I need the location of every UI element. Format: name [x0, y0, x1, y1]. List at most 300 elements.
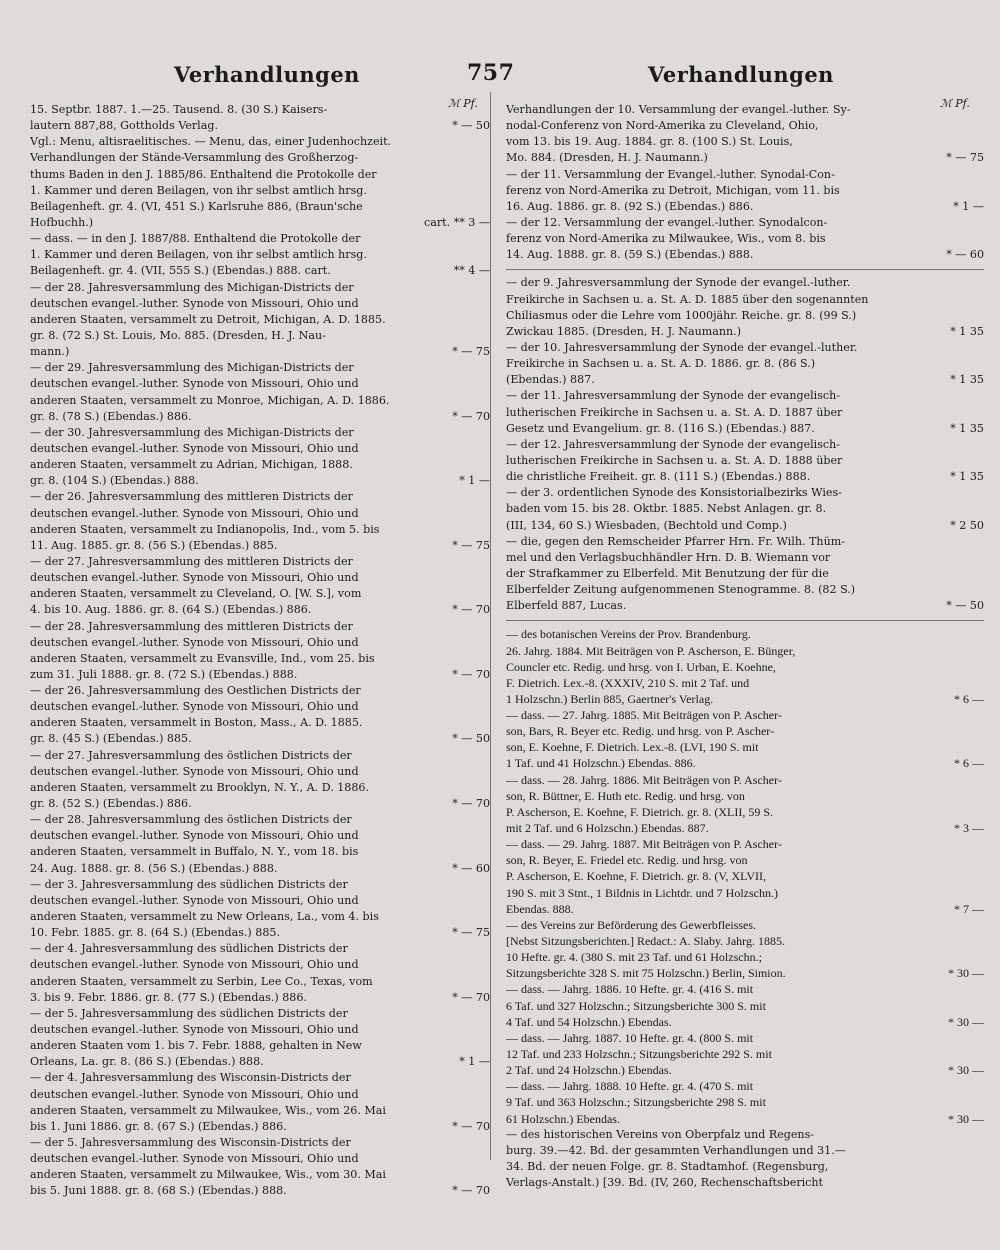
entry-text: — der 4. Jahresversammlung des südlichen Districts der: [30, 942, 348, 956]
entry-price: * 1 35: [950, 324, 984, 338]
entry-text: anderen Staaten, versammelt zu Detroit, Michigan, A. D. 1885.: [30, 312, 386, 326]
section-rule: [506, 269, 984, 270]
entry-text: Freikirche in Sachsen u. a. St. A. D. 1886. gr. 8. (86 S.): [506, 357, 816, 371]
entry-line: [506, 917, 984, 933]
entry-price: * — 75: [452, 538, 490, 552]
entry-line: [30, 1151, 490, 1167]
entry-text: 2 Taf. und 24 Holzschn.) Ebendas.: [506, 1063, 672, 1078]
entry-text: 10 Hefte. gr. 4. (380 S. mit 23 Taf. und 61 Holzschn.;: [506, 950, 762, 965]
entry-text: — der 26. Jahresversammlung des Oestlichen Districts der: [30, 684, 361, 698]
entry-text: — der 26. Jahresversammlung des mittleren Districts der: [30, 490, 353, 504]
entry-line: [506, 501, 984, 517]
entry-line: [30, 376, 490, 392]
entry-line: [506, 723, 984, 739]
entry-line: [506, 550, 984, 566]
entry-text: deutschen evangel.-luther. Synode von Missouri, Ohio und: [30, 296, 359, 310]
entry-price: * — 75: [946, 151, 984, 165]
entry-text: die christliche Freiheit. gr. 8. (111 S.) (Ebendas.) 888.: [506, 470, 811, 484]
entry-line: [30, 893, 490, 909]
entry-line: [506, 534, 984, 550]
entry-text: — der 30. Jahresversammlung des Michigan-Districts der: [30, 425, 354, 439]
entry-line: [30, 247, 490, 263]
entry-text: mel und den Verlagsbuchhändler Hrn. D. B. Wiemann vor: [506, 550, 831, 564]
entry-text: [Nebst Sitzungsberichten.] Redact.: A. Slaby. Jahrg. 1885.: [506, 934, 785, 949]
entry-price: * 2 50: [950, 518, 984, 532]
entry-line: [506, 275, 984, 291]
entry-price: * — 60: [452, 861, 490, 875]
entry-line: [30, 118, 490, 134]
entry-price: * 30 —: [948, 1014, 984, 1029]
entry-text: anderen Staaten, versammelt zu Evansville, Ind., vom 25. bis: [30, 651, 375, 665]
entry-price: * 1 35: [950, 373, 984, 387]
catalog-entry: [506, 626, 984, 707]
entry-text: mit 2 Taf. und 6 Holzschn.) Ebendas. 887.: [506, 821, 709, 836]
entry-line: [506, 1046, 984, 1062]
entry-line: [30, 1183, 490, 1199]
entry-text: son, R. Beyer, E. Friedel etc. Redig. und hrsg. von: [506, 853, 748, 868]
entry-text: 1 Taf. und 41 Holzschn.) Ebendas. 886.: [506, 756, 696, 771]
entry-text: Mo. 884. (Dresden, H. J. Naumann.): [506, 151, 708, 165]
catalog-entry: [506, 534, 984, 615]
catalog-entry: [506, 167, 984, 215]
entry-line: [506, 324, 984, 340]
entry-line: [30, 796, 490, 812]
entry-price: * 30 —: [948, 1063, 984, 1078]
entry-text: — der 9. Jahresversammlung der Synode der evangel.-luther.: [506, 276, 851, 290]
entry-price: * 1 —: [953, 199, 984, 213]
entry-line: [30, 457, 490, 473]
entry-line: [30, 102, 490, 118]
entry-text: lautern 887,88, Gottholds Verlag.: [30, 119, 218, 133]
entry-text: — der 5. Jahresversammlung des südlichen Districts der: [30, 1006, 348, 1020]
entry-text: — der 4. Jahresversammlung des Wisconsin-Districts der: [30, 1071, 351, 1085]
entry-line: [506, 981, 984, 997]
entry-text: — der 10. Jahresversammlung der Synode der evangel.-luther.: [506, 340, 858, 354]
entry-text: 14. Aug. 1888. gr. 8. (59 S.) (Ebendas.) 888.: [506, 248, 754, 262]
entry-price: * — 70: [452, 1184, 490, 1198]
entry-price: * 1 35: [950, 421, 984, 435]
entry-line: [506, 215, 984, 231]
entry-line: [30, 489, 490, 505]
right-column: [506, 102, 984, 1250]
entry-line: [30, 1135, 490, 1151]
entry-text: 190 S. mit 3 Stnt., 1 Bildnis in Lichtdr. und 7 Holzschn.): [506, 885, 779, 900]
entry-text: Verlags-Anstalt.) [39. Bd. (IV, 260, Rechenschaftsbericht: [506, 1176, 823, 1190]
entry-line: [30, 635, 490, 651]
entry-price: * 30 —: [948, 1111, 984, 1126]
entry-line: [506, 788, 984, 804]
entry-line: [506, 965, 984, 981]
entry-text: P. Ascherson, E. Koehne, F. Dietrich. gr. 8. (XLII, 59 S.: [506, 804, 774, 819]
entry-text: anderen Staaten, versammelt zu Adrian, Michigan, 1888.: [30, 458, 353, 472]
entry-text: Verhandlungen der Stände-Versammlung des Großherzog-: [30, 151, 359, 165]
entry-text: — der 5. Jahresversammlung des Wisconsin-Districts der: [30, 1136, 351, 1149]
entry-line: [30, 1070, 490, 1086]
entry-text: Sitzungsberichte 328 S. mit 75 Holzschn.) Berlin, Simion.: [506, 966, 786, 981]
entry-text: 26. Jahrg. 1884. Mit Beiträgen von P. Ascherson, E. Bünger,: [506, 643, 796, 658]
catalog-entry: [506, 772, 984, 837]
entry-text: — des historischen Vereins von Oberpfalz und Regens-: [506, 1127, 815, 1141]
entry-line: [30, 764, 490, 780]
entry-text: deutschen evangel.-luther. Synode von Missouri, Ohio und: [30, 377, 359, 391]
entry-line: [30, 861, 490, 877]
left-column: [30, 102, 490, 1250]
catalog-entry: [30, 619, 490, 684]
catalog-entry: [30, 683, 490, 748]
catalog-entry: [30, 748, 490, 813]
entry-line: [30, 909, 490, 925]
catalog-entry: [506, 485, 984, 533]
entry-line: [506, 755, 984, 771]
entry-text: deutschen evangel.-luther. Synode von Missouri, Ohio und: [30, 1087, 359, 1101]
column-divider: [490, 92, 491, 1160]
entry-line: [506, 901, 984, 917]
entry-line: [30, 974, 490, 990]
entry-text: — der 28. Jahresversammlung des östlichen Districts der: [30, 813, 352, 827]
entry-line: [30, 263, 490, 279]
entry-line: [30, 554, 490, 570]
entry-line: [30, 990, 490, 1006]
entry-text: der Strafkammer zu Elberfeld. Mit Benutzung der für die: [506, 566, 829, 580]
entry-line: [506, 598, 984, 614]
entry-text: Verhandlungen der 10. Versammlung der evangel.-luther. Sy-: [506, 103, 851, 116]
entry-text: — der 27. Jahresversammlung des mittleren Districts der: [30, 554, 353, 568]
catalog-entry: [30, 231, 490, 279]
catalog-entry: [30, 280, 490, 361]
entry-line: [30, 748, 490, 764]
entry-line: [30, 828, 490, 844]
entry-text: anderen Staaten, versammelt zu Indianopolis, Ind., vom 5. bis: [30, 522, 380, 536]
catalog-entry: [30, 360, 490, 425]
entry-line: [30, 1022, 490, 1038]
entry-line: [506, 421, 984, 437]
entry-text: Elberfelder Zeitung aufgenommenen Stenogramme. 8. (82 S.): [506, 583, 856, 597]
entry-line: [506, 566, 984, 582]
entry-text: bis 5. Juni 1888. gr. 8. (68 S.) (Ebendas.) 888.: [30, 1184, 287, 1198]
entry-line: [506, 405, 984, 421]
entry-line: [506, 292, 984, 308]
entry-text: — die, gegen den Remscheider Pfarrer Hrn. Fr. Wilh. Thüm-: [506, 534, 845, 548]
entry-line: [506, 804, 984, 820]
entry-line: [30, 699, 490, 715]
entry-text: F. Dietrich. Lex.-8. (XXXIV, 210 S. mit 2 Taf. und: [506, 675, 750, 690]
entry-price: * — 75: [452, 926, 490, 940]
entry-line: [506, 231, 984, 247]
entry-line: [506, 199, 984, 215]
entry-price: * 1 —: [459, 1055, 490, 1069]
entry-price: * — 75: [452, 345, 490, 359]
entry-line: [30, 312, 490, 328]
entry-text: 9 Taf. und 363 Holzschn.; Sitzungsberichte 298 S. mit: [506, 1095, 766, 1110]
entry-price: * — 50: [452, 119, 490, 133]
entry-text: (Ebendas.) 887.: [506, 373, 595, 387]
entry-text: 4. bis 10. Aug. 1886. gr. 8. (64 S.) (Ebendas.) 886.: [30, 603, 312, 617]
entry-line: [506, 183, 984, 199]
catalog-entry: [30, 1070, 490, 1135]
page-number: 757: [467, 60, 515, 86]
entry-line: [30, 602, 490, 618]
entry-line: [30, 731, 490, 747]
entry-text: son, E. Koehne, F. Dietrich. Lex.-8. (LVI, 190 S. mit: [506, 740, 759, 755]
catalog-entry: [30, 489, 490, 554]
entry-text: ferenz von Nord-Amerika zu Milwaukee, Wis., vom 8. bis: [506, 232, 826, 246]
entry-line: [30, 667, 490, 683]
entry-price: * — 50: [452, 732, 490, 746]
currency-label-left: ℳ Pf.: [448, 97, 478, 110]
entry-text: — der 29. Jahresversammlung des Michigan-Districts der: [30, 361, 354, 375]
entry-text: — dass. — in den J. 1887/88. Enthaltend die Protokolle der: [30, 232, 361, 246]
entry-text: anderen Staaten, versammelt in Boston, Mass., A. D. 1885.: [30, 716, 363, 730]
entry-price: cart. ** 3 —: [424, 215, 490, 229]
entry-line: [30, 1103, 490, 1119]
entry-text: — der 12. Jahresversammlung der Synode der evangelisch-: [506, 437, 841, 451]
entry-text: gr. 8. (104 S.) (Ebendas.) 888.: [30, 474, 199, 488]
entry-line: [30, 296, 490, 312]
entry-line: [506, 1143, 984, 1159]
running-head-left: Verhandlungen: [174, 62, 360, 87]
entry-line: [30, 877, 490, 893]
entry-text: son, Bars, R. Beyer etc. Redig. und hrsg. von P. Ascher-: [506, 724, 775, 739]
entry-text: 3. bis 9. Febr. 1886. gr. 8. (77 S.) (Ebendas.) 886.: [30, 990, 307, 1004]
entry-line: [30, 1119, 490, 1135]
entry-text: anderen Staaten, versammelt zu Monroe, Michigan, A. D. 1886.: [30, 393, 390, 407]
entry-text: son, R. Büttner, E. Huth etc. Redig. und hrsg. von: [506, 788, 745, 803]
entry-text: Beilagenheft. gr. 4. (VI, 451 S.) Karlsruhe 886, (Braun'sche: [30, 199, 363, 213]
entry-price: * 30 —: [948, 966, 984, 981]
entry-line: [30, 812, 490, 828]
entry-text: anderen Staaten, versammelt zu Milwaukee, Wis., vom 26. Mai: [30, 1103, 386, 1117]
entry-line: [30, 1006, 490, 1022]
entry-text: Freikirche in Sachsen u. a. St. A. D. 1885 über den sogenannten: [506, 292, 869, 306]
entry-text: Councler etc. Redig. und hrsg. von I. Urban, E. Koehne,: [506, 659, 776, 674]
entry-text: deutschen evangel.-luther. Synode von Missouri, Ohio und: [30, 571, 359, 585]
entry-text: — dass. — Jahrg. 1888. 10 Hefte. gr. 4. (470 S. mit: [506, 1079, 754, 1094]
entry-line: [30, 538, 490, 554]
entry-price: * — 70: [452, 990, 490, 1004]
catalog-entry: [506, 437, 984, 485]
entry-text: anderen Staaten, versammelt zu Serbin, Lee Co., Texas, vom: [30, 974, 373, 988]
entry-text: lutherischen Freikirche in Sachsen u. a. St. A. D. 1888 über: [506, 453, 843, 467]
entry-text: — des Vereins zur Beförderung des Gewerbfleisses.: [506, 917, 757, 932]
entry-price: * — 70: [452, 1119, 490, 1133]
entry-text: Ebendas. 888.: [506, 901, 574, 916]
entry-text: Gesetz und Evangelium. gr. 8. (116 S.) (Ebendas.) 887.: [506, 421, 815, 435]
entry-text: nodal-Conferenz von Nord-Amerika zu Cleveland, Ohio,: [506, 119, 819, 133]
entry-line: [506, 485, 984, 501]
entry-text: Elberfeld 887, Lucas.: [506, 599, 627, 613]
entry-text: Chiliasmus oder die Lehre vom 1000jähr. Reiche. gr. 8. (99 S.): [506, 308, 857, 322]
entry-line: [30, 570, 490, 586]
entry-line: [30, 522, 490, 538]
entry-line: [30, 941, 490, 957]
catalog-entry: [30, 102, 490, 150]
entry-line: [506, 820, 984, 836]
entry-line: [30, 1054, 490, 1070]
entry-text: 1 Holzschn.) Berlin 885, Gaertner's Verlag.: [506, 691, 714, 706]
entry-text: anderen Staaten, versammelt zu Cleveland, O. [W. S.], vom: [30, 587, 362, 601]
entry-text: Beilagenheft. gr. 4. (VII, 555 S.) (Ebendas.) 888. cart.: [30, 264, 331, 278]
entry-text: deutschen evangel.-luther. Synode von Missouri, Ohio und: [30, 829, 359, 843]
entry-line: [30, 619, 490, 635]
entry-text: 11. Aug. 1885. gr. 8. (56 S.) (Ebendas.) 885.: [30, 538, 278, 552]
entry-text: — dass. — Jahrg. 1886. 10 Hefte. gr. 4. (416 S. mit: [506, 982, 754, 997]
entry-line: [30, 441, 490, 457]
entry-text: — dass. — 28. Jahrg. 1886. Mit Beiträgen von P. Ascher-: [506, 772, 782, 787]
entry-line: [506, 1014, 984, 1030]
entry-line: [506, 102, 984, 118]
entry-line: [30, 473, 490, 489]
entry-line: [506, 308, 984, 324]
entry-text: deutschen evangel.-luther. Synode von Missouri, Ohio und: [30, 893, 359, 907]
entry-text: deutschen evangel.-luther. Synode von Missouri, Ohio und: [30, 506, 359, 520]
entry-line: [30, 1038, 490, 1054]
entry-text: mann.): [30, 345, 70, 359]
entry-line: [30, 328, 490, 344]
entry-line: [506, 1111, 984, 1127]
entry-price: * 6 —: [954, 756, 984, 771]
entry-line: [30, 280, 490, 296]
entry-price: * — 70: [452, 409, 490, 423]
entry-price: * — 50: [946, 599, 984, 613]
entry-text: — der 11. Versammlung der Evangel.-luther. Synodal-Con-: [506, 167, 835, 181]
catalog-entry: [506, 388, 984, 436]
entry-line: [30, 167, 490, 183]
entry-line: [30, 586, 490, 602]
entry-text: Orleans, La. gr. 8. (86 S.) (Ebendas.) 888.: [30, 1055, 264, 1069]
entry-line: [30, 651, 490, 667]
entry-line: [30, 150, 490, 166]
entry-text: — der 3. Jahresversammlung des südlichen Districts der: [30, 877, 348, 891]
catalog-entry: [30, 1135, 490, 1200]
entry-line: [506, 1127, 984, 1143]
entry-line: [506, 340, 984, 356]
entry-text: 16. Aug. 1886. gr. 8. (92 S.) (Ebendas.) 886.: [506, 199, 754, 213]
entry-text: deutschen evangel.-luther. Synode von Missouri, Ohio und: [30, 764, 359, 778]
catalog-entry: [30, 1006, 490, 1071]
entry-text: anderen Staaten, versammelt zu New Orleans, La., vom 4. bis: [30, 910, 379, 924]
entry-text: 6 Taf. und 327 Holzschn.; Sitzungsberichte 300 S. mit: [506, 998, 766, 1013]
entry-line: [506, 437, 984, 453]
entry-line: [30, 780, 490, 796]
entry-text: — der 28. Jahresversammlung des Michigan-Districts der: [30, 280, 354, 294]
entry-line: [506, 1030, 984, 1046]
entry-text: thums Baden in den J. 1885/86. Enthaltend die Protokolle der: [30, 167, 377, 181]
entry-line: [506, 868, 984, 884]
entry-text: anderen Staaten, versammelt in Buffalo, N. Y., vom 18. bis: [30, 845, 359, 859]
catalog-entry: [506, 1078, 984, 1126]
entry-line: [30, 1087, 490, 1103]
entry-line: [506, 852, 984, 868]
entry-text: — dass. — 27. Jahrg. 1885. Mit Beiträgen von P. Ascher-: [506, 708, 782, 723]
entry-line: [30, 393, 490, 409]
catalog-entry: [30, 812, 490, 877]
entry-text: Zwickau 1885. (Dresden, H. J. Naumann.): [506, 324, 742, 338]
entry-text: P. Ascherson, E. Koehne, F. Dietrich. gr. 8. (V, XLVII,: [506, 869, 767, 884]
entry-line: [30, 844, 490, 860]
entry-text: baden vom 15. bis 28. Oktbr. 1885. Nebst Anlagen. gr. 8.: [506, 502, 827, 516]
catalog-entry: [506, 836, 984, 917]
entry-line: [506, 707, 984, 723]
entry-text: — der 28. Jahresversammlung des mittleren Districts der: [30, 619, 353, 633]
entry-line: [506, 167, 984, 183]
entry-line: [506, 1159, 984, 1175]
entry-line: [506, 372, 984, 388]
entry-line: [506, 949, 984, 965]
entry-line: [30, 199, 490, 215]
entry-text: deutschen evangel.-luther. Synode von Missouri, Ohio und: [30, 1152, 359, 1166]
entry-line: [30, 425, 490, 441]
entry-text: deutschen evangel.-luther. Synode von Missouri, Ohio und: [30, 1023, 359, 1037]
entry-price: * — 60: [946, 248, 984, 262]
catalog-entry: [30, 554, 490, 619]
entry-line: [506, 643, 984, 659]
entry-text: — der 27. Jahresversammlung des östlichen Districts der: [30, 748, 352, 762]
currency-label-right: ℳ Pf.: [940, 97, 970, 110]
entry-text: — dass. — Jahrg. 1887. 10 Hefte. gr. 4. (800 S. mit: [506, 1030, 754, 1045]
entry-text: 1. Kammer und deren Beilagen, von ihr selbst amtlich hrsg.: [30, 248, 367, 262]
entry-text: 10. Febr. 1885. gr. 8. (64 S.) (Ebendas.) 885.: [30, 926, 280, 940]
entry-text: 61 Holzschn.) Ebendas.: [506, 1111, 620, 1126]
entry-line: [30, 506, 490, 522]
catalog-entry: [506, 340, 984, 388]
entry-line: [506, 836, 984, 852]
entry-line: [506, 582, 984, 598]
entry-line: [506, 885, 984, 901]
entry-text: lutherischen Freikirche in Sachsen u. a. St. A. D. 1887 über: [506, 405, 843, 419]
entry-text: Vgl.: Menu, altisraelitisches. — Menu, das, einer Judenhochzeit.: [30, 135, 392, 149]
entry-text: (III, 134, 60 S.) Wiesbaden, (Bechtold und Comp.): [506, 518, 787, 532]
entry-text: gr. 8. (78 S.) (Ebendas.) 886.: [30, 409, 192, 423]
catalog-entry: [506, 275, 984, 340]
entry-text: — der 12. Versammlung der evangel.-luther. Synodalcon-: [506, 215, 828, 229]
entry-line: [506, 247, 984, 263]
entry-text: deutschen evangel.-luther. Synode von Missouri, Ohio und: [30, 441, 359, 455]
entry-line: [506, 691, 984, 707]
entry-text: bis 1. Juni 1886. gr. 8. (67 S.) (Ebendas.) 886.: [30, 1119, 287, 1133]
entry-price: * 1 35: [950, 470, 984, 484]
entry-line: [506, 356, 984, 372]
entry-price: * — 70: [452, 667, 490, 681]
entry-text: anderen Staaten, versammelt zu Milwaukee, Wis., vom 30. Mai: [30, 1168, 386, 1182]
entry-line: [506, 118, 984, 134]
entry-line: [506, 518, 984, 534]
entry-line: [30, 957, 490, 973]
catalog-entry: [30, 941, 490, 1006]
entry-line: [506, 772, 984, 788]
entry-text: ferenz von Nord-Amerika zu Detroit, Michigan, vom 11. bis: [506, 183, 840, 197]
entry-line: [506, 659, 984, 675]
entry-text: 1. Kammer und deren Beilagen, von ihr selbst amtlich hrsg.: [30, 183, 367, 197]
entry-line: [30, 231, 490, 247]
entry-text: 4 Taf. und 54 Holzschn.) Ebendas.: [506, 1014, 672, 1029]
entry-text: anderen Staaten, versammelt zu Brooklyn, N. Y., A. D. 1886.: [30, 780, 370, 794]
entry-line: [506, 1175, 984, 1191]
entry-text: deutschen evangel.-luther. Synode von Missouri, Ohio und: [30, 958, 359, 972]
entry-line: [506, 1062, 984, 1078]
entry-text: — der 11. Jahresversammlung der Synode der evangelisch-: [506, 389, 841, 403]
entry-price: * 3 —: [954, 821, 984, 836]
entry-line: [506, 150, 984, 166]
entry-text: 15. Septbr. 1887. 1.—25. Tausend. 8. (30 S.) Kaisers-: [30, 103, 328, 116]
entry-line: [506, 388, 984, 404]
entry-line: [506, 1094, 984, 1110]
catalog-entry: [506, 981, 984, 1029]
entry-line: [506, 453, 984, 469]
entry-text: anderen Staaten vom 1. bis 7. Febr. 1888, gehalten in New: [30, 1039, 362, 1053]
running-head-right: Verhandlungen: [648, 62, 834, 87]
entry-line: [506, 739, 984, 755]
entry-price: * 1 —: [459, 474, 490, 488]
